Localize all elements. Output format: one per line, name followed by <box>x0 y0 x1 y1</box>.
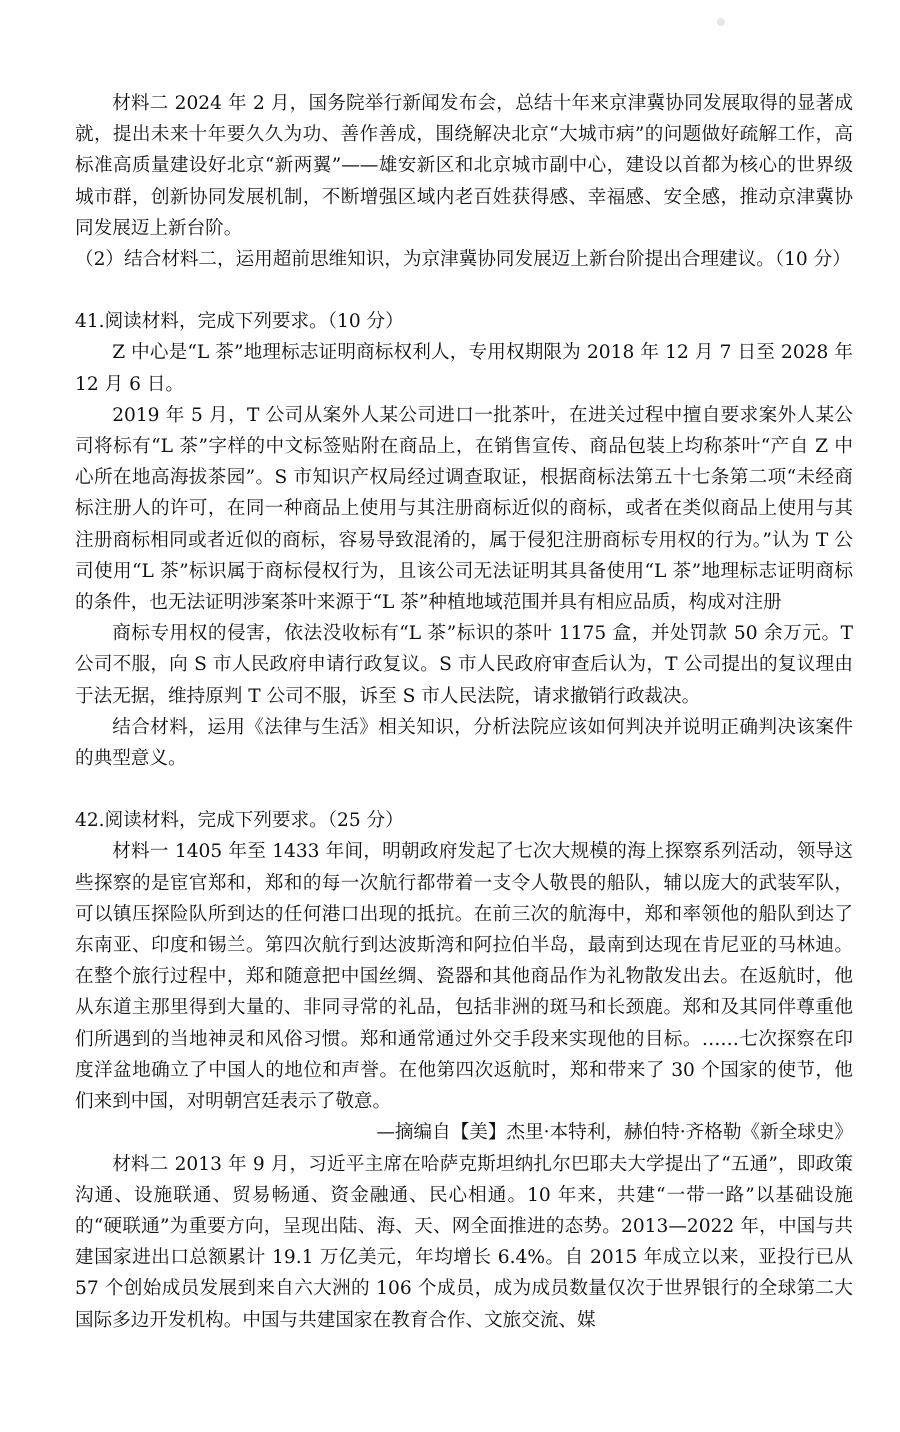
q41-task: 结合材料，运用《法律与生活》相关知识，分析法院应该如何判决并说明正确判决该案件的典型意义。 <box>75 716 853 770</box>
q40-material-2: 材料二 2024 年 2 月，国务院举行新闻发布会，总结十年来京津冀协同发展取得的显著成就，提出未来十年要久久为功、善作善成，围绕解决北京“大城市病”的问题做好疏解工作，高标准高质量建设好北京“新两翼”——雄安新区和北京城市副中心，建设以首都为核心的世界级城市群，创新协同发展机制，不断增强区域内老百姓获得感、幸福感、安全感，推动京津冀协同发展迈上新台阶。 <box>75 93 853 239</box>
q40-part-2-question: （2）结合材料二，运用超前思维知识，为京津冀协同发展迈上新台阶提出合理建议。（10 分） <box>75 249 851 271</box>
spacer <box>75 774 853 805</box>
q42-source-citation: —摘编自【美】杰里·本特利，赫伯特·齐格勒《新全球史》 <box>376 1122 853 1144</box>
q42-material-2: 材料二 2013 年 9 月，习近平主席在哈萨克斯坦纳扎尔巴耶夫大学提出了“五通”，即政策沟通、设施联通、贸易畅通、资金融通、民心相通。10 年来，共建“一带一路”以基础设施的“硬联通”为重要方向，呈现出陆、海、天、网全面推进的态势。2013—2022 年，中国与共建国家进出口总额累计 19.1 万亿美元，年均增长 6.4%。自 2015 年成立以来，亚投行已从 57 个创始成员发展到来自六大洲的 106 个成员，成为成员数量仅次于世界银行的全球第二大国际多边开发机构。中国与共建国家在教育合作、文旅交流、媒 <box>75 1153 853 1331</box>
q41-paragraph-2: 2019 年 5 月，T 公司从案外人某公司进口一批茶叶，在进关过程中擅自要求案外人某公司将标有“L 茶”字样的中文标签贴附在商品上，在销售宣传、商品包装上均称茶叶“产自 Z 中心所在地高海拔茶园”。S 市知识产权局经过调查取证，根据商标法第五十七条第二项“未经商标注册人的许可，在同一种商品上使用与其注册商标近似的商标，或者在类似商品上使用与其注册商标相同或者近似的商标，容易导致混淆的，属于侵犯注册商标专用权的行为。”认为 T 公司使用“L 茶”标识属于商标侵权行为，且该公司无法证明其具备使用“L 茶”地理标志证明商标的条件，也无法证明涉案茶叶来源于“L 茶”种植地域范围并具有相应品质，构成对注册 <box>75 404 853 614</box>
q42-material-1: 材料一 1405 年至 1433 年间，明朝政府发起了七次大规模的海上探察系列活动，领导这些探察的是宦官郑和，郑和的每一次航行都带着一支令人敬畏的船队，辅以庞大的武装军队，可以镇压探险队所到达的任何港口出现的抵抗。在前三次的航海中，郑和率领他的船队到达了东南亚、印度和锡兰。第四次航行到达波斯湾和阿拉伯半岛，最南到达现在肯尼亚的马林迪。在整个旅行过程中，郑和随意把中国丝绸、瓷器和其他商品作为礼物散发出去。在返航时，他从东道主那里得到大量的、非同寻常的礼品，包括非洲的斑马和长颈鹿。郑和及其同伴尊重他们所遇到的当地神灵和风俗习惯。郑和通常通过外交手段来实现他的目标。……七次探察在印度洋盆地确立了中国人的地位和声誉。在他第四次返航时，郑和带来了 30 个国家的使节，他们来到中国，对明朝宫廷表示了敬意。 <box>75 841 853 1113</box>
exam-page <box>75 88 853 1336</box>
q41-paragraph-1: Z 中心是“L 茶”地理标志证明商标权利人，专用权期限为 2018 年 12 月 7 日至 2028 年 12 月 6 日。 <box>75 342 853 395</box>
q42-heading: 42.阅读材料，完成下列要求。（25 分） <box>75 810 404 832</box>
scan-speck <box>717 18 725 26</box>
q41-paragraph-3: 商标专用权的侵害，依法没收标有“L 茶”标识的茶叶 1175 盒，并处罚款 50 余万元。T 公司不服，向 S 市人民政府申请行政复议。S 市人民政府审查后认为，T 公司提出的复议理由于法无据，维持原判 T 公司不服，诉至 S 市人民法院，请求撤销行政裁决。 <box>75 623 853 707</box>
spacer <box>75 275 853 306</box>
q41-heading: 41.阅读材料，完成下列要求。（10 分） <box>75 311 404 333</box>
